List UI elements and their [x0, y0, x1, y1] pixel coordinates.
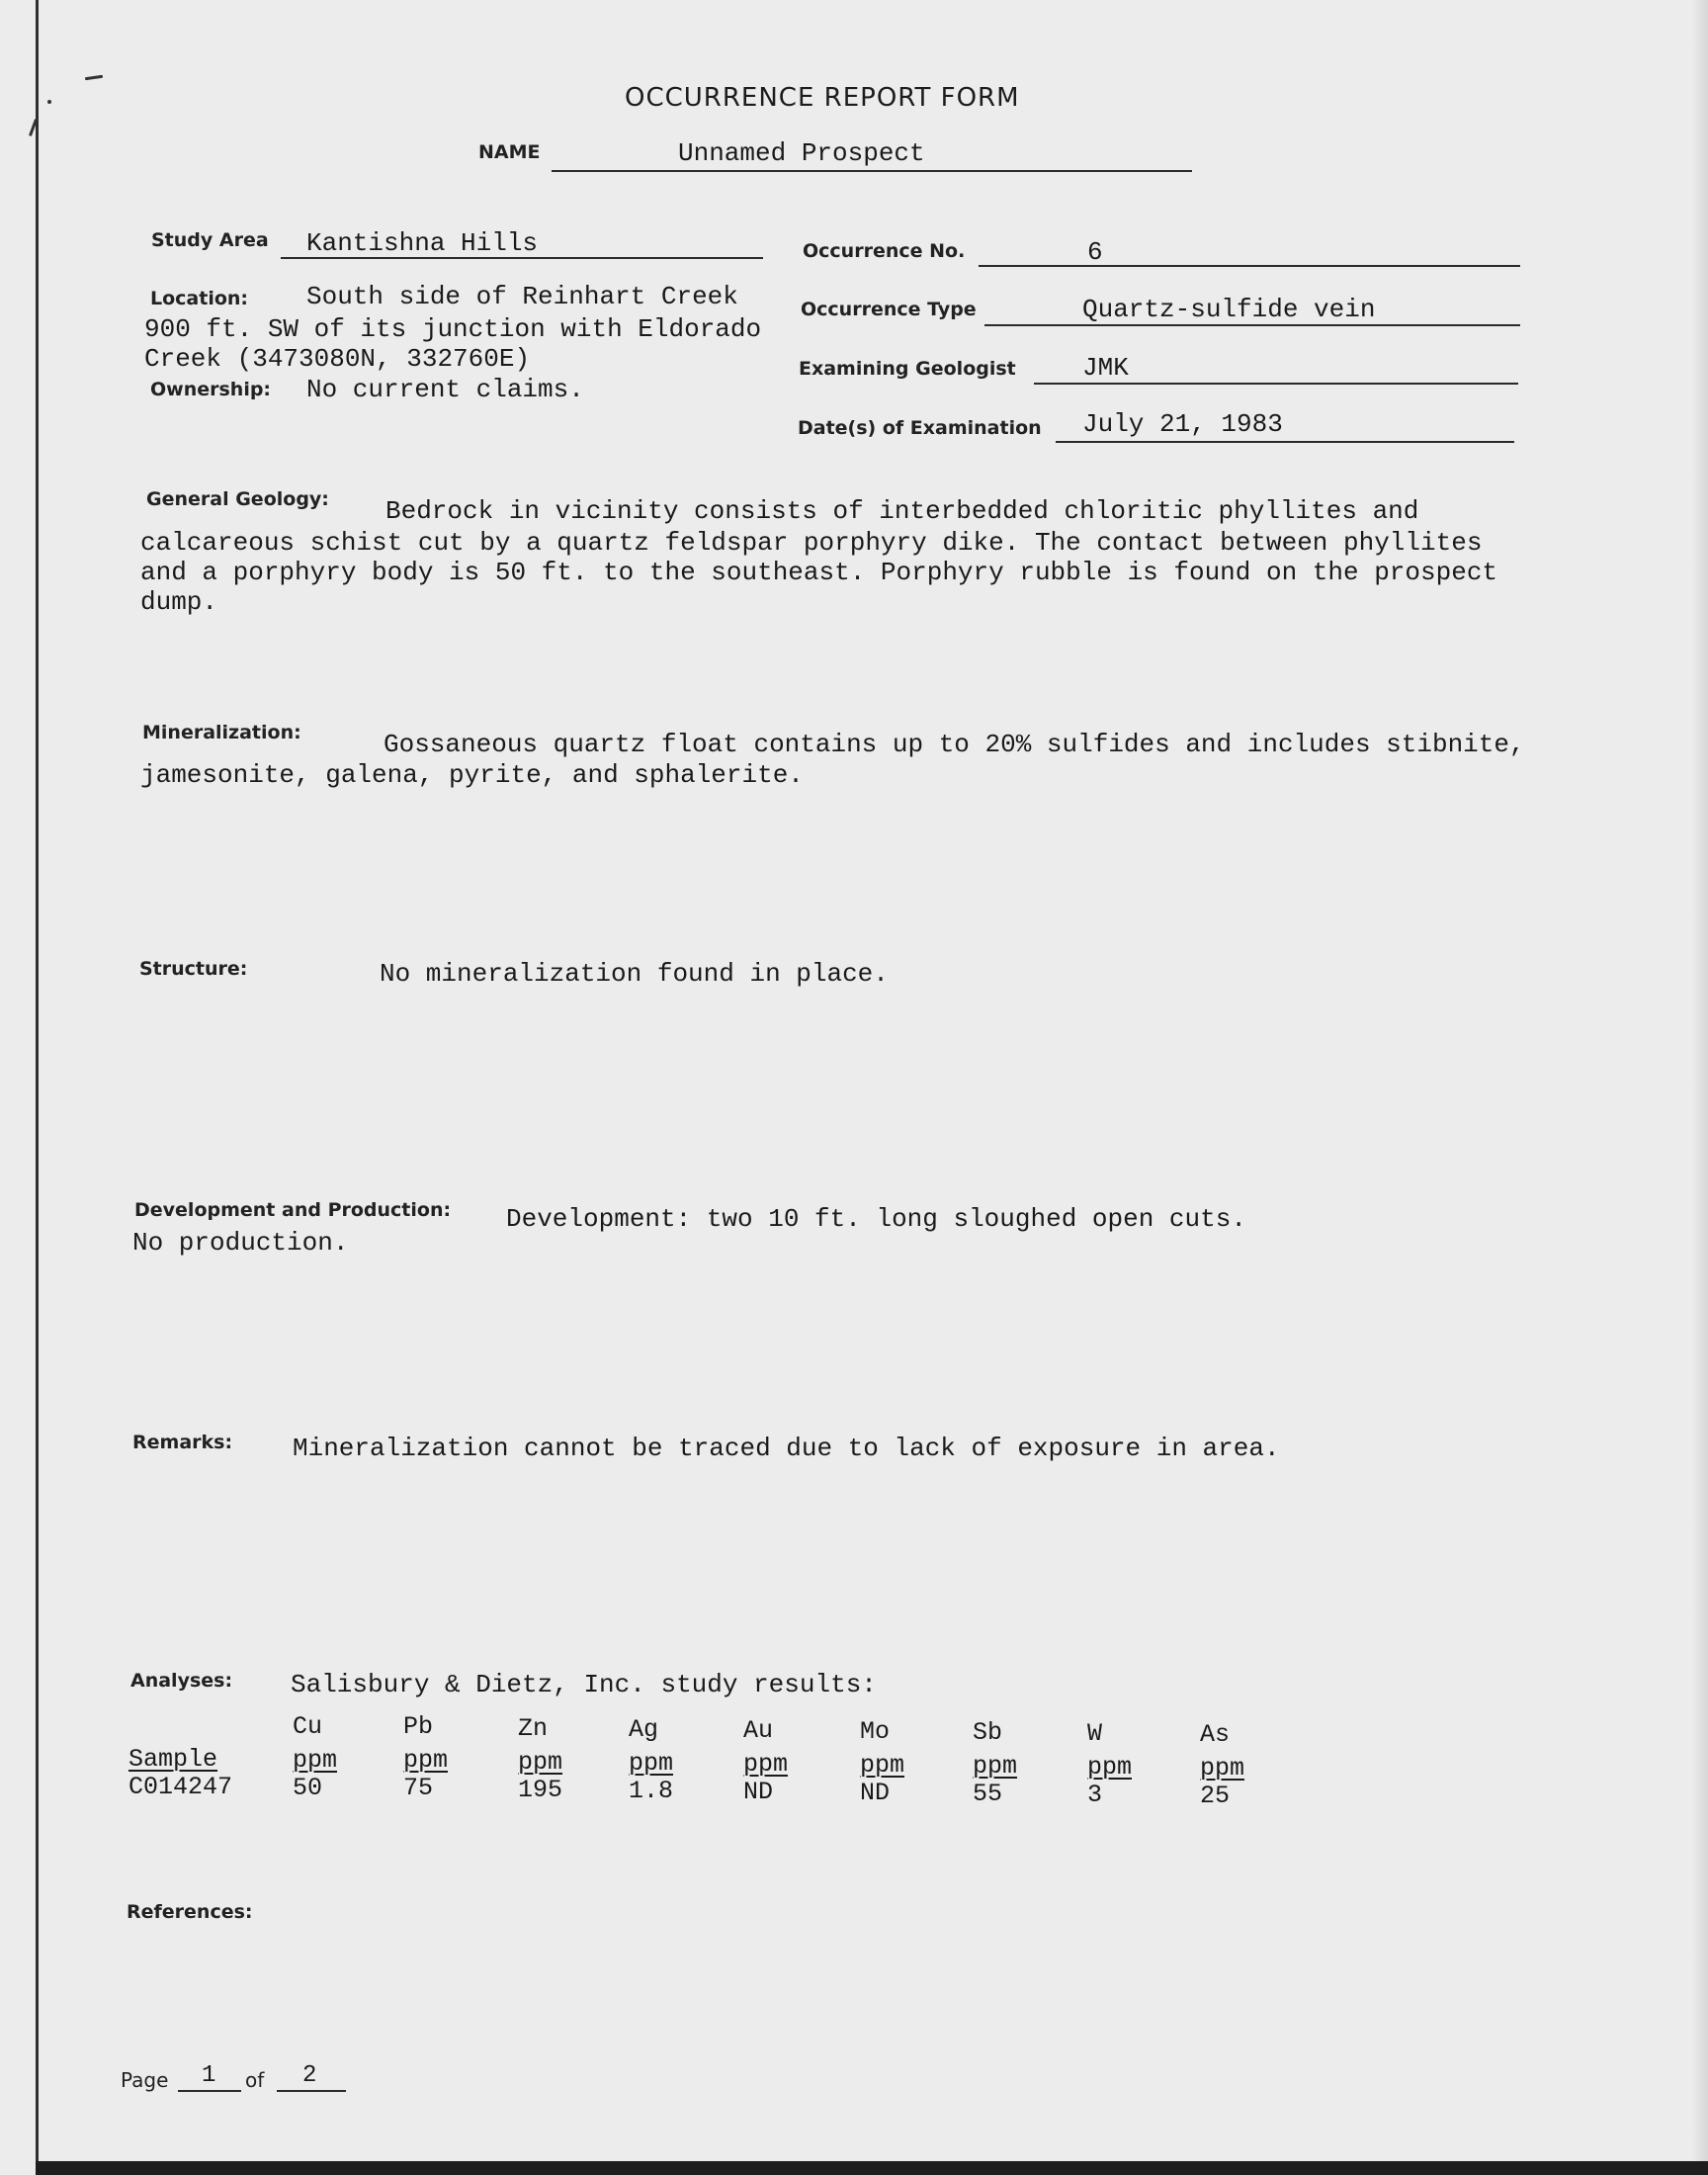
unit-header: ppm: [293, 1746, 338, 1775]
unit-header: ppm: [973, 1752, 1018, 1781]
references-label: References:: [127, 1901, 253, 1923]
development-line-2: No production.: [132, 1228, 349, 1258]
structure-label: Structure:: [139, 958, 248, 980]
location-line-3: Creek (3473080N, 332760E): [144, 344, 531, 374]
occurrence-type-label: Occurrence Type: [801, 299, 977, 320]
ownership-value: No current claims.: [306, 375, 584, 404]
table-column-pb: [403, 1710, 448, 1805]
element-header: Mo: [860, 1717, 891, 1746]
mineralization-label: Mineralization:: [142, 722, 301, 743]
element-header: As: [1200, 1720, 1231, 1749]
development-production-label: Development and Production:: [134, 1199, 452, 1221]
unit-header: ppm: [860, 1751, 905, 1780]
examining-geologist-underline: [1034, 383, 1518, 385]
general-geology-line-3: and a porphyry body is 50 ft. to the southeast. Porphyry rubble is found on the prospect: [140, 558, 1498, 587]
element-header: W: [1087, 1719, 1103, 1748]
element-header: Cu: [293, 1712, 323, 1741]
unit-header: ppm: [518, 1748, 563, 1777]
remarks-label: Remarks:: [132, 1432, 233, 1453]
page-total: 2: [302, 2062, 317, 2089]
date-of-examination-label: Date(s) of Examination: [798, 417, 1042, 439]
of-label: of: [245, 2068, 265, 2092]
scan-mark: [85, 75, 103, 80]
table-column-mo: [860, 1715, 904, 1810]
development-line-1: Development: two 10 ft. long sloughed open cuts.: [506, 1204, 1246, 1234]
table-column-zn: [518, 1712, 562, 1807]
page-label: Page: [121, 2068, 169, 2092]
unit-header: ppm: [1200, 1754, 1245, 1783]
scan-bottom-edge: [36, 2161, 1708, 2175]
occurrence-no-label: Occurrence No.: [803, 240, 966, 262]
location-line-2: 900 ft. SW of its junction with Eldorado: [144, 314, 762, 344]
table-column-au: [743, 1714, 788, 1809]
table-cell: 55: [973, 1780, 1003, 1808]
table-cell: ND: [743, 1778, 774, 1806]
study-area-value: Kantishna Hills: [306, 228, 539, 258]
table-cell: 1.8: [629, 1777, 674, 1805]
sample-header: Sample: [128, 1745, 218, 1774]
scan-right-edge: [1692, 0, 1708, 2175]
element-header: Sb: [973, 1718, 1003, 1747]
location-label: Location:: [150, 288, 249, 309]
occurrence-type-value: Quartz-sulfide vein: [1082, 295, 1376, 324]
page-number-underline: [178, 2090, 241, 2092]
study-area-label: Study Area: [151, 229, 269, 251]
occurrence-type-underline: [984, 324, 1520, 326]
table-column-cu: [293, 1710, 337, 1805]
analyses-value: Salisbury & Dietz, Inc. study results:: [291, 1670, 877, 1699]
ownership-label: Ownership:: [150, 379, 272, 400]
table-column-w: [1087, 1717, 1132, 1812]
page-number: 1: [202, 2062, 216, 2089]
element-header: Pb: [403, 1712, 434, 1741]
location-line-1: South side of Reinhart Creek: [306, 282, 738, 311]
table-cell: 50: [293, 1774, 323, 1802]
unit-header: ppm: [403, 1746, 449, 1775]
analyses-label: Analyses:: [130, 1670, 233, 1692]
table-column-ag: [629, 1713, 673, 1808]
name-value: Unnamed Prospect: [678, 138, 925, 168]
element-header: Ag: [629, 1715, 659, 1744]
date-of-examination-underline: [1056, 441, 1514, 443]
name-underline: [552, 170, 1192, 172]
sample-id: C014247: [128, 1773, 233, 1801]
general-geology-line-4: dump.: [140, 587, 218, 617]
general-geology-line-2: calcareous schist cut by a quartz feldspar porphyry dike. The contact between phyllites: [140, 528, 1483, 558]
scan-left-edge: [36, 0, 39, 2175]
mineralization-line-1: Gossaneous quartz float contains up to 20% sulfides and includes stibnite,: [384, 730, 1525, 759]
occurrence-no-underline: [979, 265, 1520, 267]
examining-geologist-value: JMK: [1082, 353, 1129, 383]
name-label: NAME: [478, 141, 541, 163]
table-cell: 195: [518, 1776, 563, 1804]
structure-value: No mineralization found in place.: [380, 959, 889, 989]
unit-header: ppm: [1087, 1753, 1133, 1782]
date-of-examination-value: July 21, 1983: [1082, 409, 1283, 439]
general-geology-line-1: Bedrock in vicinity consists of interbedded chloritic phyllites and: [385, 496, 1419, 526]
scan-mark: [47, 100, 51, 104]
table-cell: 25: [1200, 1782, 1231, 1810]
remarks-value: Mineralization cannot be traced due to lack of exposure in area.: [293, 1434, 1280, 1463]
unit-header: ppm: [629, 1749, 674, 1778]
table-cell: ND: [860, 1779, 891, 1807]
element-header: Zn: [518, 1714, 549, 1743]
table-cell: 3: [1087, 1781, 1103, 1809]
unit-header: ppm: [743, 1750, 789, 1779]
table-column-sb: [973, 1716, 1017, 1811]
occurrence-no-value: 6: [1087, 237, 1103, 267]
table-sample-column: [128, 1743, 232, 1804]
element-header: Au: [743, 1716, 774, 1745]
form-title: OCCURRENCE REPORT FORM: [625, 83, 1020, 113]
table-cell: 75: [403, 1774, 434, 1802]
mineralization-line-2: jamesonite, galena, pyrite, and sphalerite.: [140, 760, 804, 790]
page-total-underline: [277, 2090, 346, 2092]
examining-geologist-label: Examining Geologist: [799, 358, 1016, 380]
table-column-as: [1200, 1718, 1244, 1813]
general-geology-label: General Geology:: [146, 488, 329, 510]
